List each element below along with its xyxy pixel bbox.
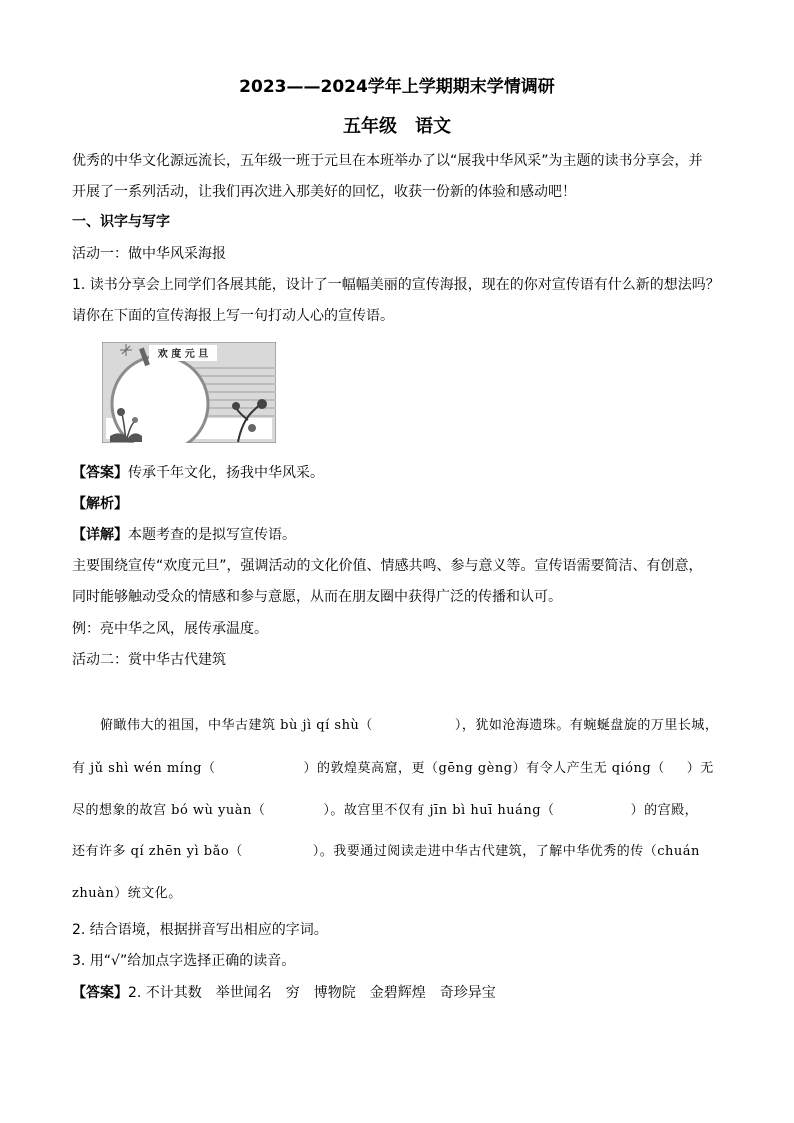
- answer-1-text: 传承千年文化，扬我中华风采。: [128, 465, 324, 481]
- new-year-poster-image: [102, 342, 276, 443]
- question-2: 2. 结合语境，根据拼音写出相应的字词。: [72, 922, 328, 938]
- answer-tag: 【答案】: [72, 465, 128, 481]
- question-1-line-1: 1. 读书分享会上同学们各展其能，设计了一幅幅美丽的宣传海报，现在的你对宣传语有什么新的想法吗？: [72, 277, 720, 293]
- detail-tag: 【详解】: [72, 527, 128, 543]
- passage-line-1: [100, 716, 718, 736]
- section-heading: 一、识字与写字: [72, 214, 170, 230]
- passage-text: 还有许多 qí zhēn yì bǎo（: [72, 844, 243, 859]
- passage-text: ）的宫殿，: [630, 803, 699, 818]
- activity-1-heading: 活动一：做中华风采海报: [72, 246, 226, 262]
- example-line: 例：亮中华之风，展传承温度。: [72, 621, 268, 637]
- passage-text: ）的敦煌莫高窟，更（gēng gèng）有令人产生无 qióng（: [303, 761, 665, 776]
- passage-text: 有 jǔ shì wén míng（: [72, 761, 216, 776]
- intro-line-1: 优秀的中华文化源远流长，五年级一班于元旦在本班举办了以“展我中华风采”为主题的读书分享会，并: [72, 153, 703, 169]
- detail-line-3: 同时能够触动受众的情感和参与意愿，从而在朋友圈中获得广泛的传播和认可。: [72, 589, 562, 605]
- question-3: 3. 用“√”给加点字选择正确的读音。: [72, 953, 296, 969]
- passage-text: ）。我要通过阅读走进中华古代建筑，了解中华优秀的传（chuán: [312, 844, 700, 859]
- passage-text: ），犹如沧海遗珠。有蜿蜒盘旋的万里长城，: [454, 718, 719, 733]
- question-1-line-2: 请你在下面的宣传海报上写一句打动人心的宣传语。: [72, 308, 394, 324]
- intro-line-2: 开展了一系列活动，让我们再次进入那美好的回忆，收获一份新的体验和感动吧！: [72, 184, 576, 200]
- passage-text: ）无: [686, 761, 714, 776]
- poster-title-text: 欢 度 元 旦: [157, 349, 209, 360]
- passage-line-3: [72, 801, 698, 821]
- answer-2: [72, 983, 496, 1003]
- document-title: 2023——2024学年上学期期末学情调研: [239, 77, 555, 97]
- document-subtitle: 五年级 语文: [343, 116, 451, 137]
- detail-text-1: 本题考查的是拟写宣传语。: [128, 527, 296, 543]
- passage-text: 俯瞰伟大的祖国，中华古建筑 bù jì qí shù（: [100, 718, 373, 733]
- passage-line-4: [72, 842, 700, 862]
- passage-line-2: [72, 759, 714, 779]
- passage-line-5: zhuàn）统文化。: [72, 886, 182, 901]
- passage-text: ）。故宫里不仅有 jīn bì huī huáng（: [323, 803, 555, 818]
- answer-2-text: 2. 不计其数 举世闻名 穷 博物院 金碧辉煌 奇珍异宝: [128, 985, 496, 1001]
- analysis-tag: 【解析】: [72, 496, 128, 512]
- passage-text: 尽的想象的故宫 bó wù yuàn（: [72, 803, 266, 818]
- detail-line-2: 主要围绕宣传“欢度元旦”，强调活动的文化价值、情感共鸣、参与意义等。宣传语需要简洁、有创意，: [72, 558, 703, 574]
- answer-1: [72, 463, 324, 483]
- activity-2-heading: 活动二：赏中华古代建筑: [72, 652, 226, 668]
- detail-line-1: [72, 525, 296, 545]
- answer-tag: 【答案】: [72, 985, 128, 1001]
